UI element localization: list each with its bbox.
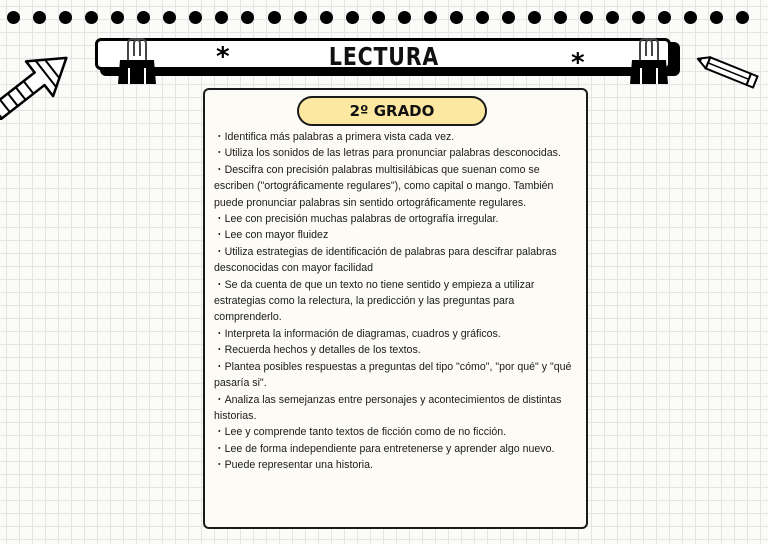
dot-decoration	[476, 11, 489, 24]
grade-badge: 2º GRADO	[297, 96, 487, 126]
dot-decoration	[606, 11, 619, 24]
binder-clip-icon	[116, 38, 158, 86]
list-item: ・Analiza las semejanzas entre personajes y acontecimientos de distintas historias.	[214, 393, 562, 422]
list-item: ・Se da cuenta de que un texto no tiene sentido y empieza a utilizar estrategias como la relectura, la predicción y las preguntas para comprenderlo.	[214, 278, 535, 324]
dot-decoration	[658, 11, 671, 24]
dot-decoration	[736, 11, 749, 24]
dot-decoration	[163, 11, 176, 24]
list-item: ・Recuerda hechos y detalles de los textos.	[214, 344, 421, 357]
dot-decoration	[710, 11, 723, 24]
list-item: ・Lee de forma independiente para entretenerse y aprender algo nuevo.	[214, 442, 555, 455]
dot-decoration	[502, 11, 515, 24]
pencil-icon	[694, 52, 762, 92]
dot-decoration	[189, 11, 202, 24]
list-item: ・Puede representar una historia.	[214, 459, 373, 472]
star-decoration-left: *	[216, 42, 230, 72]
dot-decoration	[372, 11, 385, 24]
dot-decoration	[684, 11, 697, 24]
list-item: ・Utiliza los sonidos de las letras para pronunciar palabras desconocidas.	[214, 147, 561, 160]
dot-decoration	[294, 11, 307, 24]
dot-decoration	[528, 11, 541, 24]
dot-decoration	[632, 11, 645, 24]
list-item: ・Utiliza estrategias de identificación de palabras para descifrar palabras desconocidas con mayor facilidad	[214, 245, 557, 275]
dot-decoration	[59, 11, 72, 24]
star-decoration-right: *	[571, 48, 585, 78]
dot-decoration	[554, 11, 567, 24]
page-title: LECTURA	[328, 42, 440, 71]
dot-decoration	[7, 11, 20, 24]
dot-decoration	[320, 11, 333, 24]
dot-decoration	[215, 11, 228, 24]
dot-decoration	[346, 11, 359, 24]
dot-decoration	[241, 11, 254, 24]
list-item: ・Interpreta la información de diagramas, cuadros y gráficos.	[214, 327, 501, 340]
dot-decoration	[424, 11, 437, 24]
skills-list	[214, 129, 574, 474]
dot-decoration	[398, 11, 411, 24]
dot-decoration	[111, 11, 124, 24]
list-item: ・Plantea posibles respuestas a preguntas del tipo "cómo", "por qué" y "qué pasaría si".	[214, 360, 572, 390]
dot-decoration	[450, 11, 463, 24]
dot-decoration	[33, 11, 46, 24]
list-item: ・Descifra con precisión palabras multisilábicas que suenan como se escriben ("ortográficamente regulares"), como capital o mango. También puede pronunciar palabras sin sentido ortográficamente regulares.	[214, 163, 554, 209]
arrow-icon	[0, 40, 80, 120]
list-item: ・Identifica más palabras a primera vista cada vez.	[214, 131, 455, 143]
dot-decoration	[268, 11, 281, 24]
dot-decoration	[137, 11, 150, 24]
dot-decoration	[580, 11, 593, 24]
binder-clip-icon	[628, 38, 670, 86]
dot-decoration	[85, 11, 98, 24]
list-item: ・Lee con mayor fluidez	[214, 229, 329, 242]
list-item: ・Lee y comprende tanto textos de ficción como de no ficción.	[214, 426, 507, 439]
list-item: ・Lee con precisión muchas palabras de ortografía irregular.	[214, 213, 499, 226]
dot-row	[0, 11, 768, 27]
